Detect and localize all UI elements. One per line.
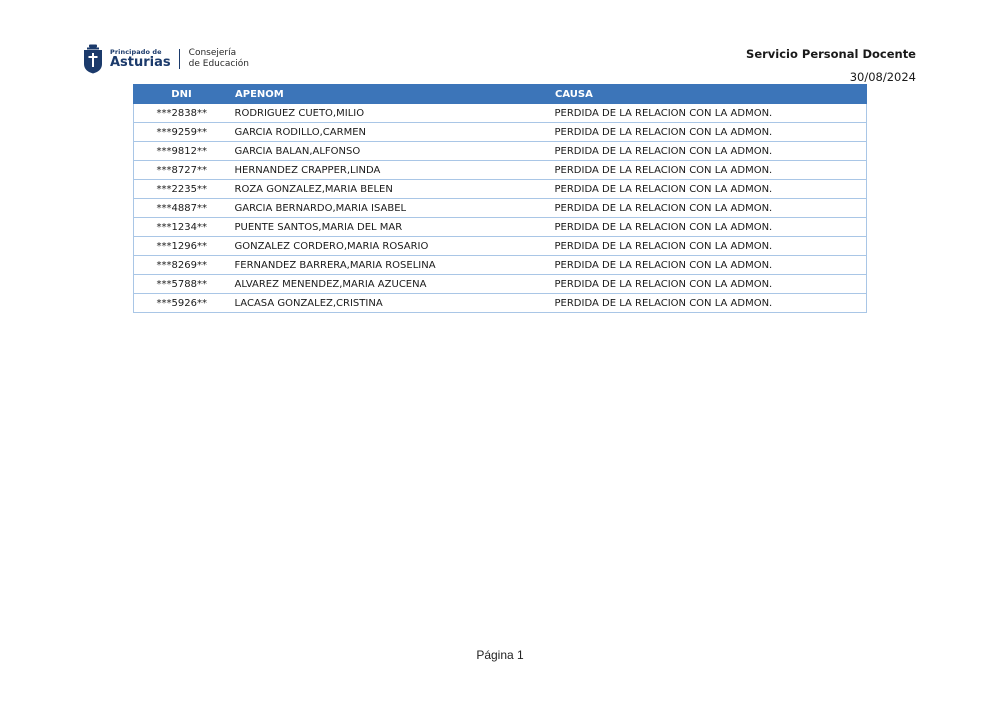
cell-apenom: GARCIA BERNARDO,MARIA ISABEL — [230, 199, 550, 218]
institution-logo — [83, 43, 249, 75]
cell-dni: ***5788** — [134, 275, 230, 294]
table-body — [134, 104, 867, 313]
brand-name — [110, 49, 171, 70]
logo-divider — [179, 49, 180, 69]
cell-causa: PERDIDA DE LA RELACION CON LA ADMON. — [550, 218, 867, 237]
cell-apenom: FERNANDEZ BARRERA,MARIA ROSELINA — [230, 256, 550, 275]
table-row — [134, 180, 867, 199]
table-header-row — [134, 85, 867, 104]
cell-apenom: GARCIA BALAN,ALFONSO — [230, 142, 550, 161]
cell-causa: PERDIDA DE LA RELACION CON LA ADMON. — [550, 142, 867, 161]
cell-dni: ***9812** — [134, 142, 230, 161]
table-row — [134, 142, 867, 161]
cell-apenom: ROZA GONZALEZ,MARIA BELEN — [230, 180, 550, 199]
table-row — [134, 161, 867, 180]
cell-causa: PERDIDA DE LA RELACION CON LA ADMON. — [550, 275, 867, 294]
document-title: Servicio Personal Docente — [746, 47, 916, 61]
cell-apenom: ALVAREZ MENENDEZ,MARIA AZUCENA — [230, 275, 550, 294]
cell-dni: ***8727** — [134, 161, 230, 180]
table-row — [134, 218, 867, 237]
table-row — [134, 237, 867, 256]
cell-dni: ***4887** — [134, 199, 230, 218]
table-row — [134, 123, 867, 142]
department-name — [189, 48, 249, 70]
brand-line-1: Principado de — [110, 47, 162, 56]
cell-apenom: RODRIGUEZ CUETO,MILIO — [230, 104, 550, 123]
cell-apenom: LACASA GONZALEZ,CRISTINA — [230, 294, 550, 313]
cell-dni: ***5926** — [134, 294, 230, 313]
page-number: Página 1 — [476, 648, 524, 662]
cell-apenom: HERNANDEZ CRAPPER,LINDA — [230, 161, 550, 180]
brand-line-2: Asturias — [110, 55, 171, 71]
column-header-dni: DNI — [134, 85, 230, 104]
asturias-coat-of-arms-icon — [83, 44, 103, 74]
table-row — [134, 104, 867, 123]
cell-causa: PERDIDA DE LA RELACION CON LA ADMON. — [550, 104, 867, 123]
staff-table — [133, 84, 867, 313]
cell-dni: ***8269** — [134, 256, 230, 275]
cell-causa: PERDIDA DE LA RELACION CON LA ADMON. — [550, 237, 867, 256]
cell-causa: PERDIDA DE LA RELACION CON LA ADMON. — [550, 294, 867, 313]
cell-causa: PERDIDA DE LA RELACION CON LA ADMON. — [550, 180, 867, 199]
cell-causa: PERDIDA DE LA RELACION CON LA ADMON. — [550, 161, 867, 180]
department-line-1: Consejería — [188, 48, 237, 58]
column-header-apenom: APENOM — [230, 85, 550, 104]
document-date: 30/08/2024 — [849, 70, 916, 84]
table-row — [134, 256, 867, 275]
cell-apenom: GONZALEZ CORDERO,MARIA ROSARIO — [230, 237, 550, 256]
table-row — [134, 275, 867, 294]
cell-dni: ***2838** — [134, 104, 230, 123]
cell-apenom: PUENTE SANTOS,MARIA DEL MAR — [230, 218, 550, 237]
cell-dni: ***1234** — [134, 218, 230, 237]
cell-dni: ***2235** — [134, 180, 230, 199]
cell-apenom: GARCIA RODILLO,CARMEN — [230, 123, 550, 142]
cell-causa: PERDIDA DE LA RELACION CON LA ADMON. — [550, 256, 867, 275]
department-line-2: de Educación — [188, 59, 249, 69]
cell-dni: ***1296** — [134, 237, 230, 256]
cell-causa: PERDIDA DE LA RELACION CON LA ADMON. — [550, 199, 867, 218]
table-row — [134, 294, 867, 313]
table-row — [134, 199, 867, 218]
cell-dni: ***9259** — [134, 123, 230, 142]
column-header-causa: CAUSA — [550, 85, 867, 104]
cell-causa: PERDIDA DE LA RELACION CON LA ADMON. — [550, 123, 867, 142]
